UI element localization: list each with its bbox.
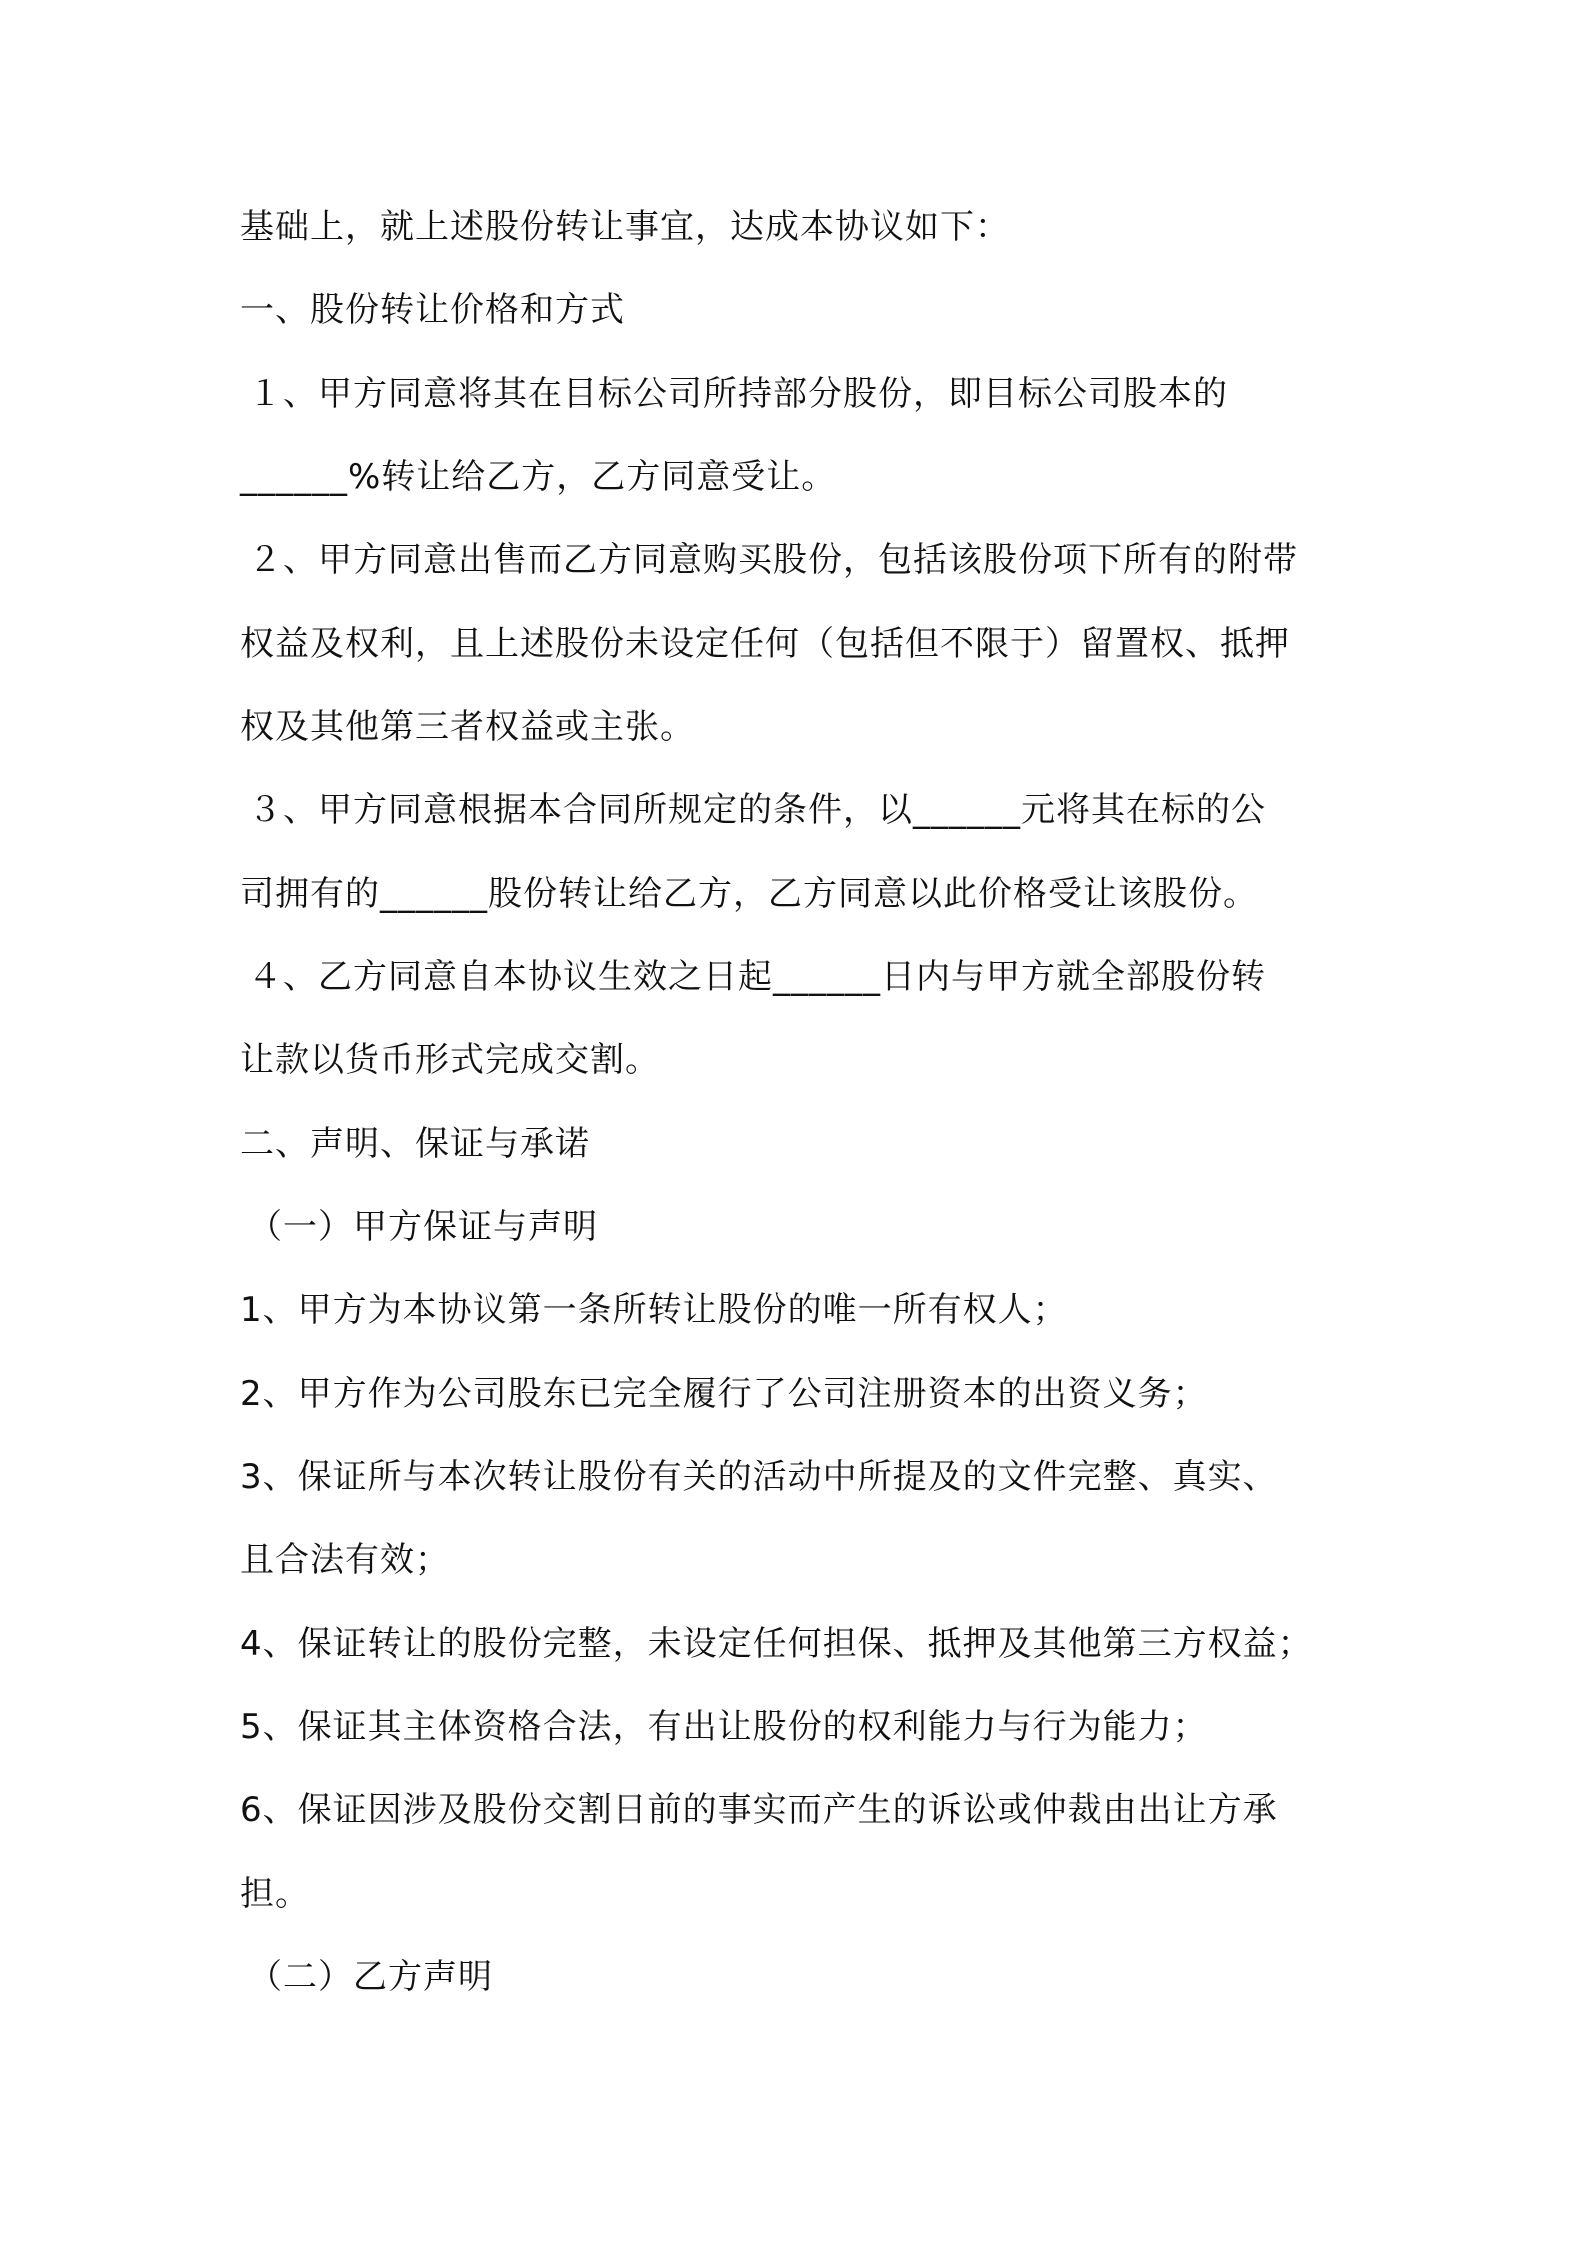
paragraph-line: ４、乙方同意自本协议生效之日起______日内与甲方就全部股份转 bbox=[248, 957, 1266, 997]
section-heading: 二、声明、保证与承诺 bbox=[240, 1124, 590, 1164]
paragraph-line: ３、甲方同意根据本合同所规定的条件，以______元将其在标的公 bbox=[248, 790, 1266, 830]
subsection-heading: （二）乙方声明 bbox=[248, 1957, 493, 1997]
section-heading: 一、股份转让价格和方式 bbox=[240, 290, 625, 330]
paragraph-line: ２、甲方同意出售而乙方同意购买股份，包括该股份项下所有的附带 bbox=[248, 540, 1298, 580]
list-item: 2、甲方作为公司股东已完全履行了公司注册资本的出资义务； bbox=[240, 1374, 1208, 1414]
list-item-continuation: 且合法有效； bbox=[240, 1540, 450, 1580]
paragraph-line: ______%转让给乙方，乙方同意受让。 bbox=[240, 457, 837, 497]
list-item: 3、保证所与本次转让股份有关的活动中所提及的文件完整、真实、 bbox=[240, 1457, 1278, 1497]
paragraph-line: 基础上，就上述股份转让事宜，达成本协议如下： bbox=[240, 207, 1010, 247]
list-item: 1、甲方为本协议第一条所转让股份的唯一所有权人； bbox=[240, 1290, 1068, 1330]
paragraph-line: 司拥有的______股份转让给乙方，乙方同意以此价格受让该股份。 bbox=[240, 874, 1258, 914]
list-item: 4、保证转让的股份完整，未设定任何担保、抵押及其他第三方权益； bbox=[240, 1624, 1313, 1664]
subsection-heading: （一）甲方保证与声明 bbox=[248, 1207, 598, 1247]
paragraph-line: 让款以货币形式完成交割。 bbox=[240, 1040, 660, 1080]
list-item-continuation: 担。 bbox=[240, 1874, 310, 1914]
paragraph-line: 权益及权利，且上述股份未设定任何（包括但不限于）留置权、抵押 bbox=[240, 624, 1290, 664]
paragraph-line: 权及其他第三者权益或主张。 bbox=[240, 707, 695, 747]
list-item: 6、保证因涉及股份交割日前的事实而产生的诉讼或仲裁由出让方承 bbox=[240, 1790, 1278, 1830]
list-item: 5、保证其主体资格合法，有出让股份的权利能力与行为能力； bbox=[240, 1707, 1208, 1747]
paragraph-line: １、甲方同意将其在目标公司所持部分股份，即目标公司股本的 bbox=[248, 374, 1228, 414]
